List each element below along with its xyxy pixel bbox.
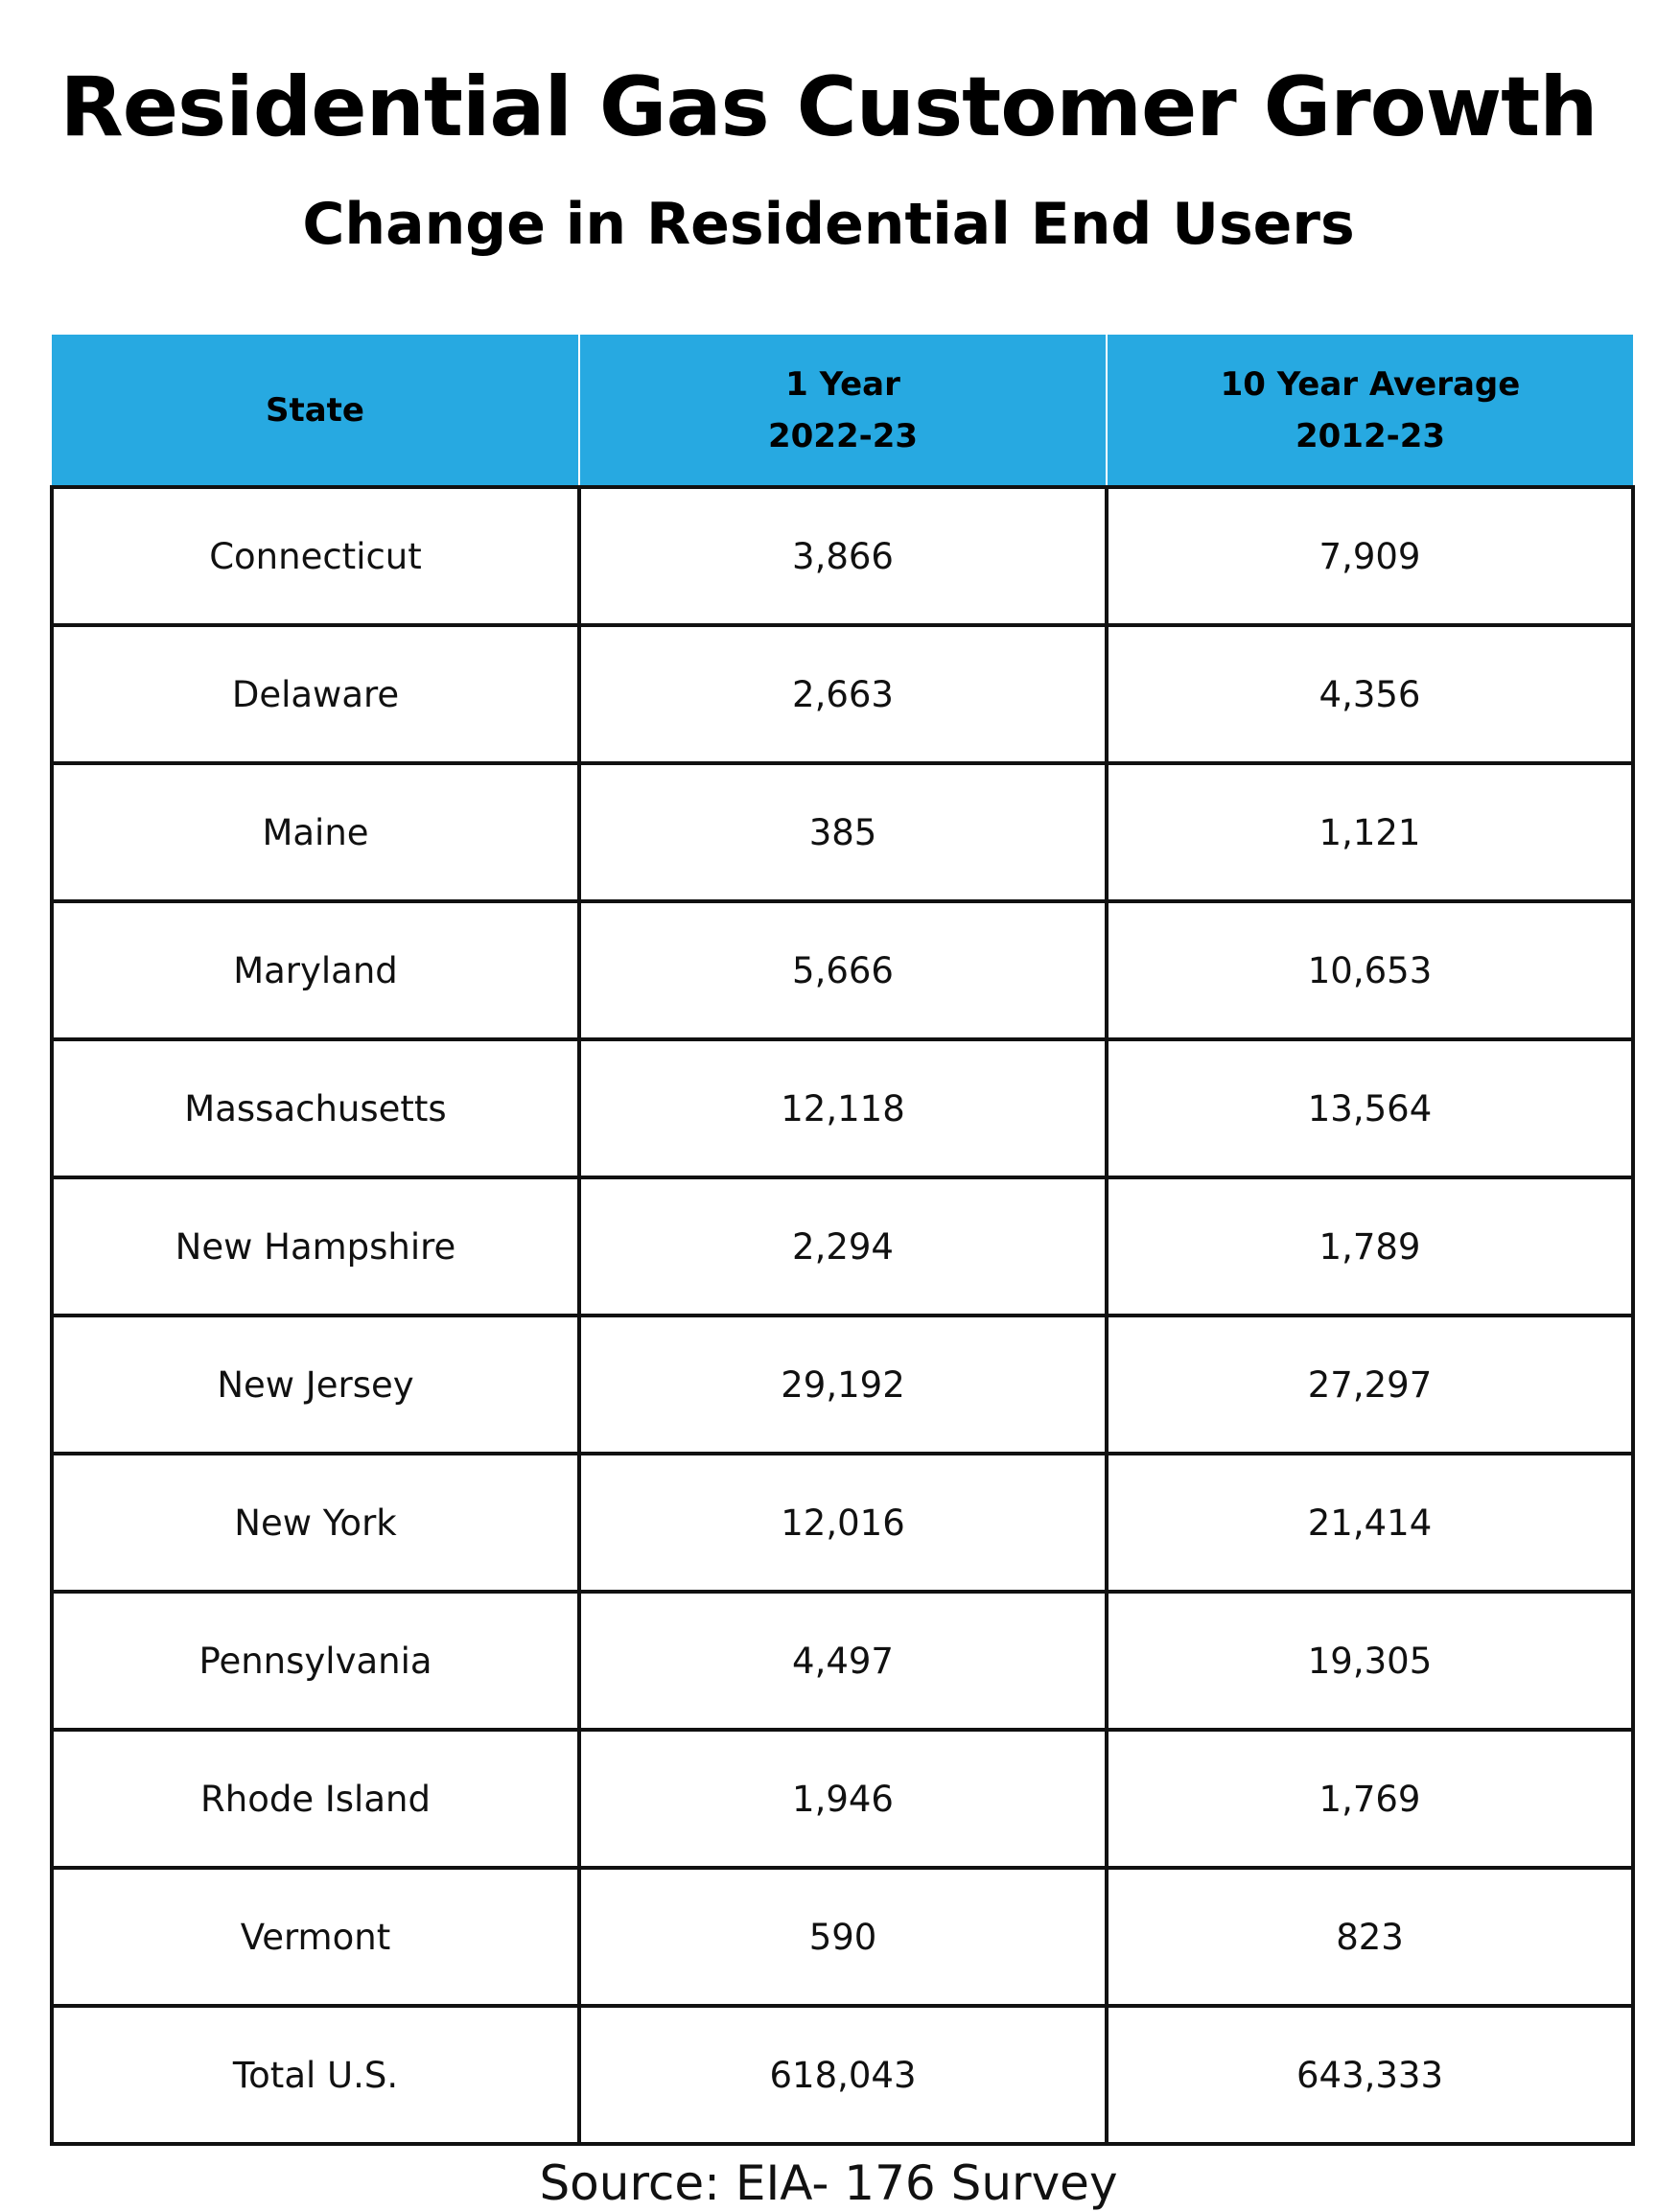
table-row [52, 763, 1633, 901]
column-header-label: State [266, 390, 364, 430]
one-year-cell: 385 [579, 763, 1107, 901]
ten-year-average-cell: 643,333 [1107, 2006, 1633, 2144]
ten-year-average-cell: 1,789 [1107, 1177, 1633, 1316]
table-row [52, 625, 1633, 763]
one-year-cell: 618,043 [579, 2006, 1107, 2144]
ten-year-average-cell: 19,305 [1107, 1592, 1633, 1730]
page-subtitle: Change in Residential End Users [302, 191, 1355, 258]
ten-year-average-cell: 21,414 [1107, 1454, 1633, 1592]
table-row [52, 1039, 1633, 1177]
table-row [52, 1177, 1633, 1316]
state-cell: New York [52, 1454, 579, 1592]
table-row [52, 1316, 1633, 1454]
one-year-cell: 4,497 [579, 1592, 1107, 1730]
one-year-cell: 5,666 [579, 901, 1107, 1039]
state-cell: Massachusetts [52, 1039, 579, 1177]
one-year-cell: 12,118 [579, 1039, 1107, 1177]
one-year-cell: 1,946 [579, 1730, 1107, 1868]
one-year-cell: 12,016 [579, 1454, 1107, 1592]
state-cell: Pennsylvania [52, 1592, 579, 1730]
one-year-cell: 2,294 [579, 1177, 1107, 1316]
table-row [52, 901, 1633, 1039]
table-header [52, 335, 1633, 487]
data-table [50, 335, 1635, 2146]
table-body [52, 487, 1633, 2144]
ten-year-average-cell: 7,909 [1107, 487, 1633, 625]
one-year-cell: 2,663 [579, 625, 1107, 763]
table-row [52, 487, 1633, 625]
column-header-1-year [579, 335, 1107, 487]
table-row [52, 1868, 1633, 2006]
table-row-total [52, 2006, 1633, 2144]
column-header-label: 1 Year [785, 364, 900, 404]
state-cell: Vermont [52, 1868, 579, 2006]
source-note: Source: EIA- 176 Survey [539, 2155, 1118, 2211]
state-cell: Connecticut [52, 487, 579, 625]
column-header-label: 10 Year Average [1220, 364, 1521, 404]
page-title: Residential Gas Customer Growth [59, 59, 1598, 155]
ten-year-average-cell: 4,356 [1107, 625, 1633, 763]
one-year-cell: 29,192 [579, 1316, 1107, 1454]
ten-year-average-cell: 1,769 [1107, 1730, 1633, 1868]
table-row [52, 1454, 1633, 1592]
one-year-cell: 590 [579, 1868, 1107, 2006]
column-header-state [52, 335, 579, 487]
state-cell: Rhode Island [52, 1730, 579, 1868]
ten-year-average-cell: 823 [1107, 1868, 1633, 2006]
column-header-period: 2022-23 [767, 416, 919, 455]
ten-year-average-cell: 13,564 [1107, 1039, 1633, 1177]
table-row [52, 1592, 1633, 1730]
ten-year-average-cell: 27,297 [1107, 1316, 1633, 1454]
state-cell: New Jersey [52, 1316, 579, 1454]
state-cell: New Hampshire [52, 1177, 579, 1316]
ten-year-average-cell: 1,121 [1107, 763, 1633, 901]
column-header-period: 2012-23 [1295, 416, 1446, 455]
state-cell: Delaware [52, 625, 579, 763]
state-cell: Maine [52, 763, 579, 901]
table-header-row [52, 335, 1633, 487]
state-cell: Total U.S. [52, 2006, 579, 2144]
column-header-10-year-average [1107, 335, 1633, 487]
table-row [52, 1730, 1633, 1868]
state-cell: Maryland [52, 901, 579, 1039]
one-year-cell: 3,866 [579, 487, 1107, 625]
ten-year-average-cell: 10,653 [1107, 901, 1633, 1039]
